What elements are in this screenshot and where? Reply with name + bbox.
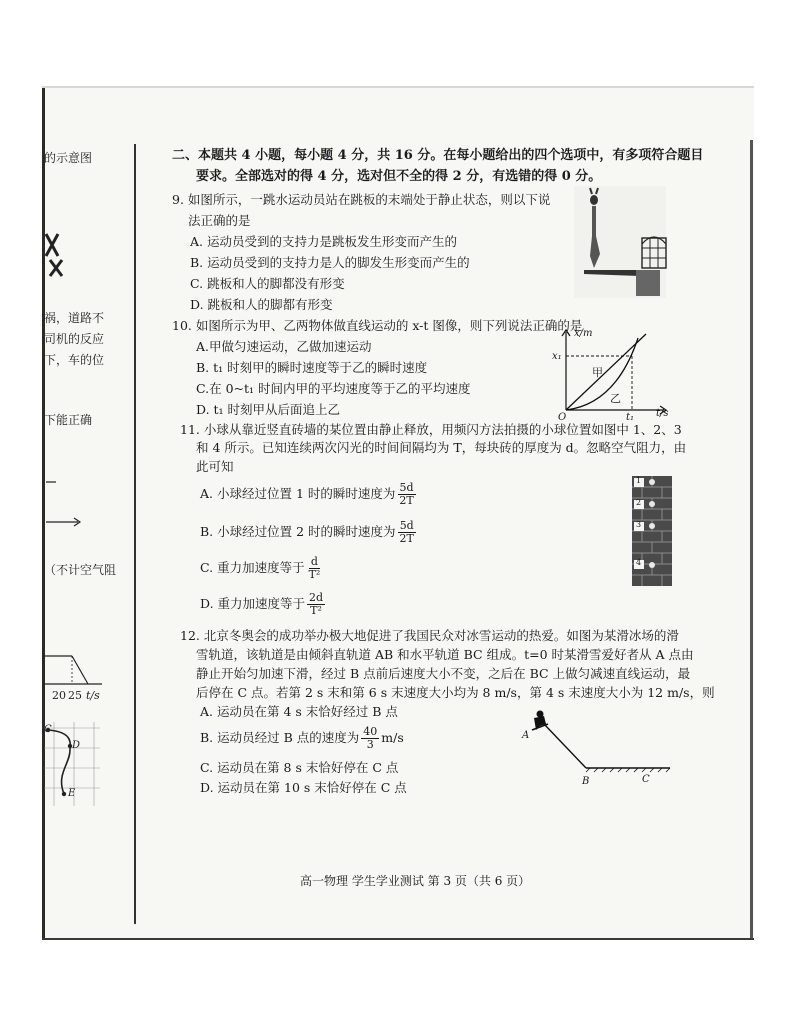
q12-option-a: A. 运动员在第 4 s 末恰好经过 B 点 (200, 704, 398, 719)
q10-jia-label: 甲 (592, 366, 603, 379)
q11-mark-4: 4 (636, 558, 642, 567)
q11-mark-2: 2 (636, 498, 642, 507)
q12-option-b (200, 722, 404, 754)
paper-right-edge (750, 140, 753, 940)
q11-option-a (200, 478, 418, 510)
left-fragment-2: 祸，道路不 (44, 311, 105, 325)
q10-origin-label: O (558, 412, 567, 423)
page-footer: 高一物理 学生学业测试 第 3 页（共 6 页） (300, 874, 531, 888)
q10-stem: 10. 如图所示为甲、乙两物体做直线运动的 x-t 图像，则下列说法正确的是 (172, 318, 583, 333)
q11-stem-line1: 11. 小球从靠近竖直砖墙的某位置由静止释放，用频闪方法拍摄的小球位置如图中 1、2、3 (180, 422, 682, 437)
q12-option-b-unit: m/s (381, 730, 404, 745)
q11-d-denominator: T² (310, 603, 322, 617)
paper-bottom-edge (42, 938, 754, 940)
q11-mark-3: 3 (636, 520, 642, 529)
q11-mark-1: 1 (636, 476, 642, 485)
q10-option-b: B. t₁ 时刻甲的瞬时速度等于乙的瞬时速度 (196, 360, 428, 375)
point-D-label: D (72, 740, 81, 751)
q10-t1-label: t₁ (626, 412, 635, 423)
q12-stem-line1: 12. 北京冬奥会的成功举办极大地促进了我国民众对冰雪运动的热爱。如图为某滑冰场的滑 (180, 628, 679, 643)
q10-option-d: D. t₁ 时刻甲从后面追上乙 (196, 402, 341, 417)
q11-c-numerator: d (310, 554, 318, 568)
point-E-label: E (68, 788, 76, 799)
q10-option-c: C.在 0~t₁ 时间内甲的平均速度等于乙的平均速度 (196, 381, 471, 396)
q9-option-a: A. 运动员受到的支持力是跳板发生形变而产生的 (190, 234, 457, 249)
q12-point-A-label: A (522, 730, 530, 741)
section-header-line1: 二、本题共 4 小题，每小题 4 分，共 16 分。在每小题给出的四个选项中，有多项符合题目 (172, 148, 704, 163)
left-fragment-1: 的示意图 (44, 151, 93, 165)
q11-b-denominator: 2T (399, 531, 414, 545)
q11-c-denominator: T² (308, 567, 321, 581)
q9-diver-figure (570, 186, 670, 298)
q11-option-d-text: D. 重力加速度等于 (200, 596, 306, 611)
q12-point-B-label: B (582, 776, 590, 787)
q10-x1-label: x₁ (552, 351, 562, 362)
tick-25: 25 (68, 689, 82, 702)
q11-brick-wall-figure (632, 476, 672, 586)
q12-option-b-fraction (361, 726, 379, 751)
q12-point-C-label: C (642, 774, 650, 785)
q11-option-c (200, 552, 324, 584)
q9-stem-line1: 9. 如图所示，一跳水运动员站在跳板的末端处于静止状态，则以下说 (172, 192, 551, 207)
q10-x-axis-label: t/s (656, 408, 669, 419)
q11-d-numerator: 2d (309, 590, 324, 604)
point-C-label: C (44, 724, 52, 735)
q11-option-a-text: A. 小球经过位置 1 时的瞬时速度为 (200, 486, 396, 501)
q11-option-b-fraction (398, 520, 416, 545)
q12-b-numerator: 40 (363, 724, 378, 738)
q12-option-c: C. 运动员在第 8 s 末恰好停在 C 点 (200, 760, 399, 775)
column-divider (134, 144, 136, 924)
q9-option-c: C. 跳板和人的脚都没有形变 (190, 276, 345, 291)
left-fragment-6: （不计空气阻 (44, 563, 117, 577)
q12-option-b-text: B. 运动员经过 B 点的速度为 (200, 730, 360, 745)
q9-stem-line2: 法正确的是 (188, 213, 251, 228)
q12-option-d: D. 运动员在第 10 s 末恰好停在 C 点 (200, 780, 407, 795)
q12-ski-track-figure (514, 710, 674, 790)
left-cropped-axis-1 (44, 478, 84, 528)
section-header-line2: 要求。全部选对的得 4 分，选对但不全的得 2 分，有选错的得 0 分。 (196, 169, 602, 184)
q9-option-b: B. 运动员受到的支持力是人的脚发生形变而产生的 (190, 255, 470, 270)
q10-y-axis-label: x/m (574, 328, 593, 339)
q12-stem-line2: 雪轨道，该轨道是由倾斜直轨道 AB 和水平轨道 BC 组成。t=0 时某滑雪爱好者从 A 点由 (196, 647, 694, 662)
q11-stem-line2: 和 4 所示。已知连续两次闪光的时间间隔均为 T，每块砖的厚度为 d。忽略空气阻力，由 (196, 440, 687, 455)
q10-yi-label: 乙 (610, 392, 621, 405)
q11-option-b (200, 516, 418, 548)
q11-option-d (200, 588, 327, 620)
q11-option-b-text: B. 小球经过位置 2 时的瞬时速度为 (200, 524, 396, 539)
q11-a-numerator: 5d (399, 480, 414, 494)
q11-option-c-fraction (307, 556, 323, 581)
left-fragment-3: 司机的反应 (44, 332, 105, 346)
q10-option-a: A.甲做匀速运动，乙做加速运动 (196, 339, 372, 354)
t-axis-label: t/s (86, 689, 100, 702)
q11-stem-line3: 此可知 (196, 459, 234, 474)
q9-option-d: D. 跳板和人的脚都有形变 (190, 297, 333, 312)
q11-option-d-fraction (307, 592, 325, 617)
q11-a-denominator: 2T (399, 493, 414, 507)
q11-option-c-text: C. 重力加速度等于 (200, 560, 305, 575)
left-cropped-figure (44, 230, 74, 280)
q12-stem-line3: 静止开始匀加速下滑，经过 B 点前后速度大小不变，之后在 BC 上做匀减速直线运动，最 (196, 666, 691, 681)
q12-stem-line4: 后停在 C 点。若第 2 s 末和第 6 s 末速度大小均为 8 m/s，第 4 s 末速度大小为 12 m/s，则 (196, 685, 715, 700)
q12-b-denominator: 3 (366, 737, 374, 751)
q11-option-a-fraction (397, 482, 415, 507)
tick-20: 20 (52, 689, 66, 702)
left-fragment-5: 下能正确 (44, 413, 93, 427)
q11-b-numerator: 5d (399, 518, 414, 532)
left-fragment-4: 下，车的位 (44, 353, 105, 367)
